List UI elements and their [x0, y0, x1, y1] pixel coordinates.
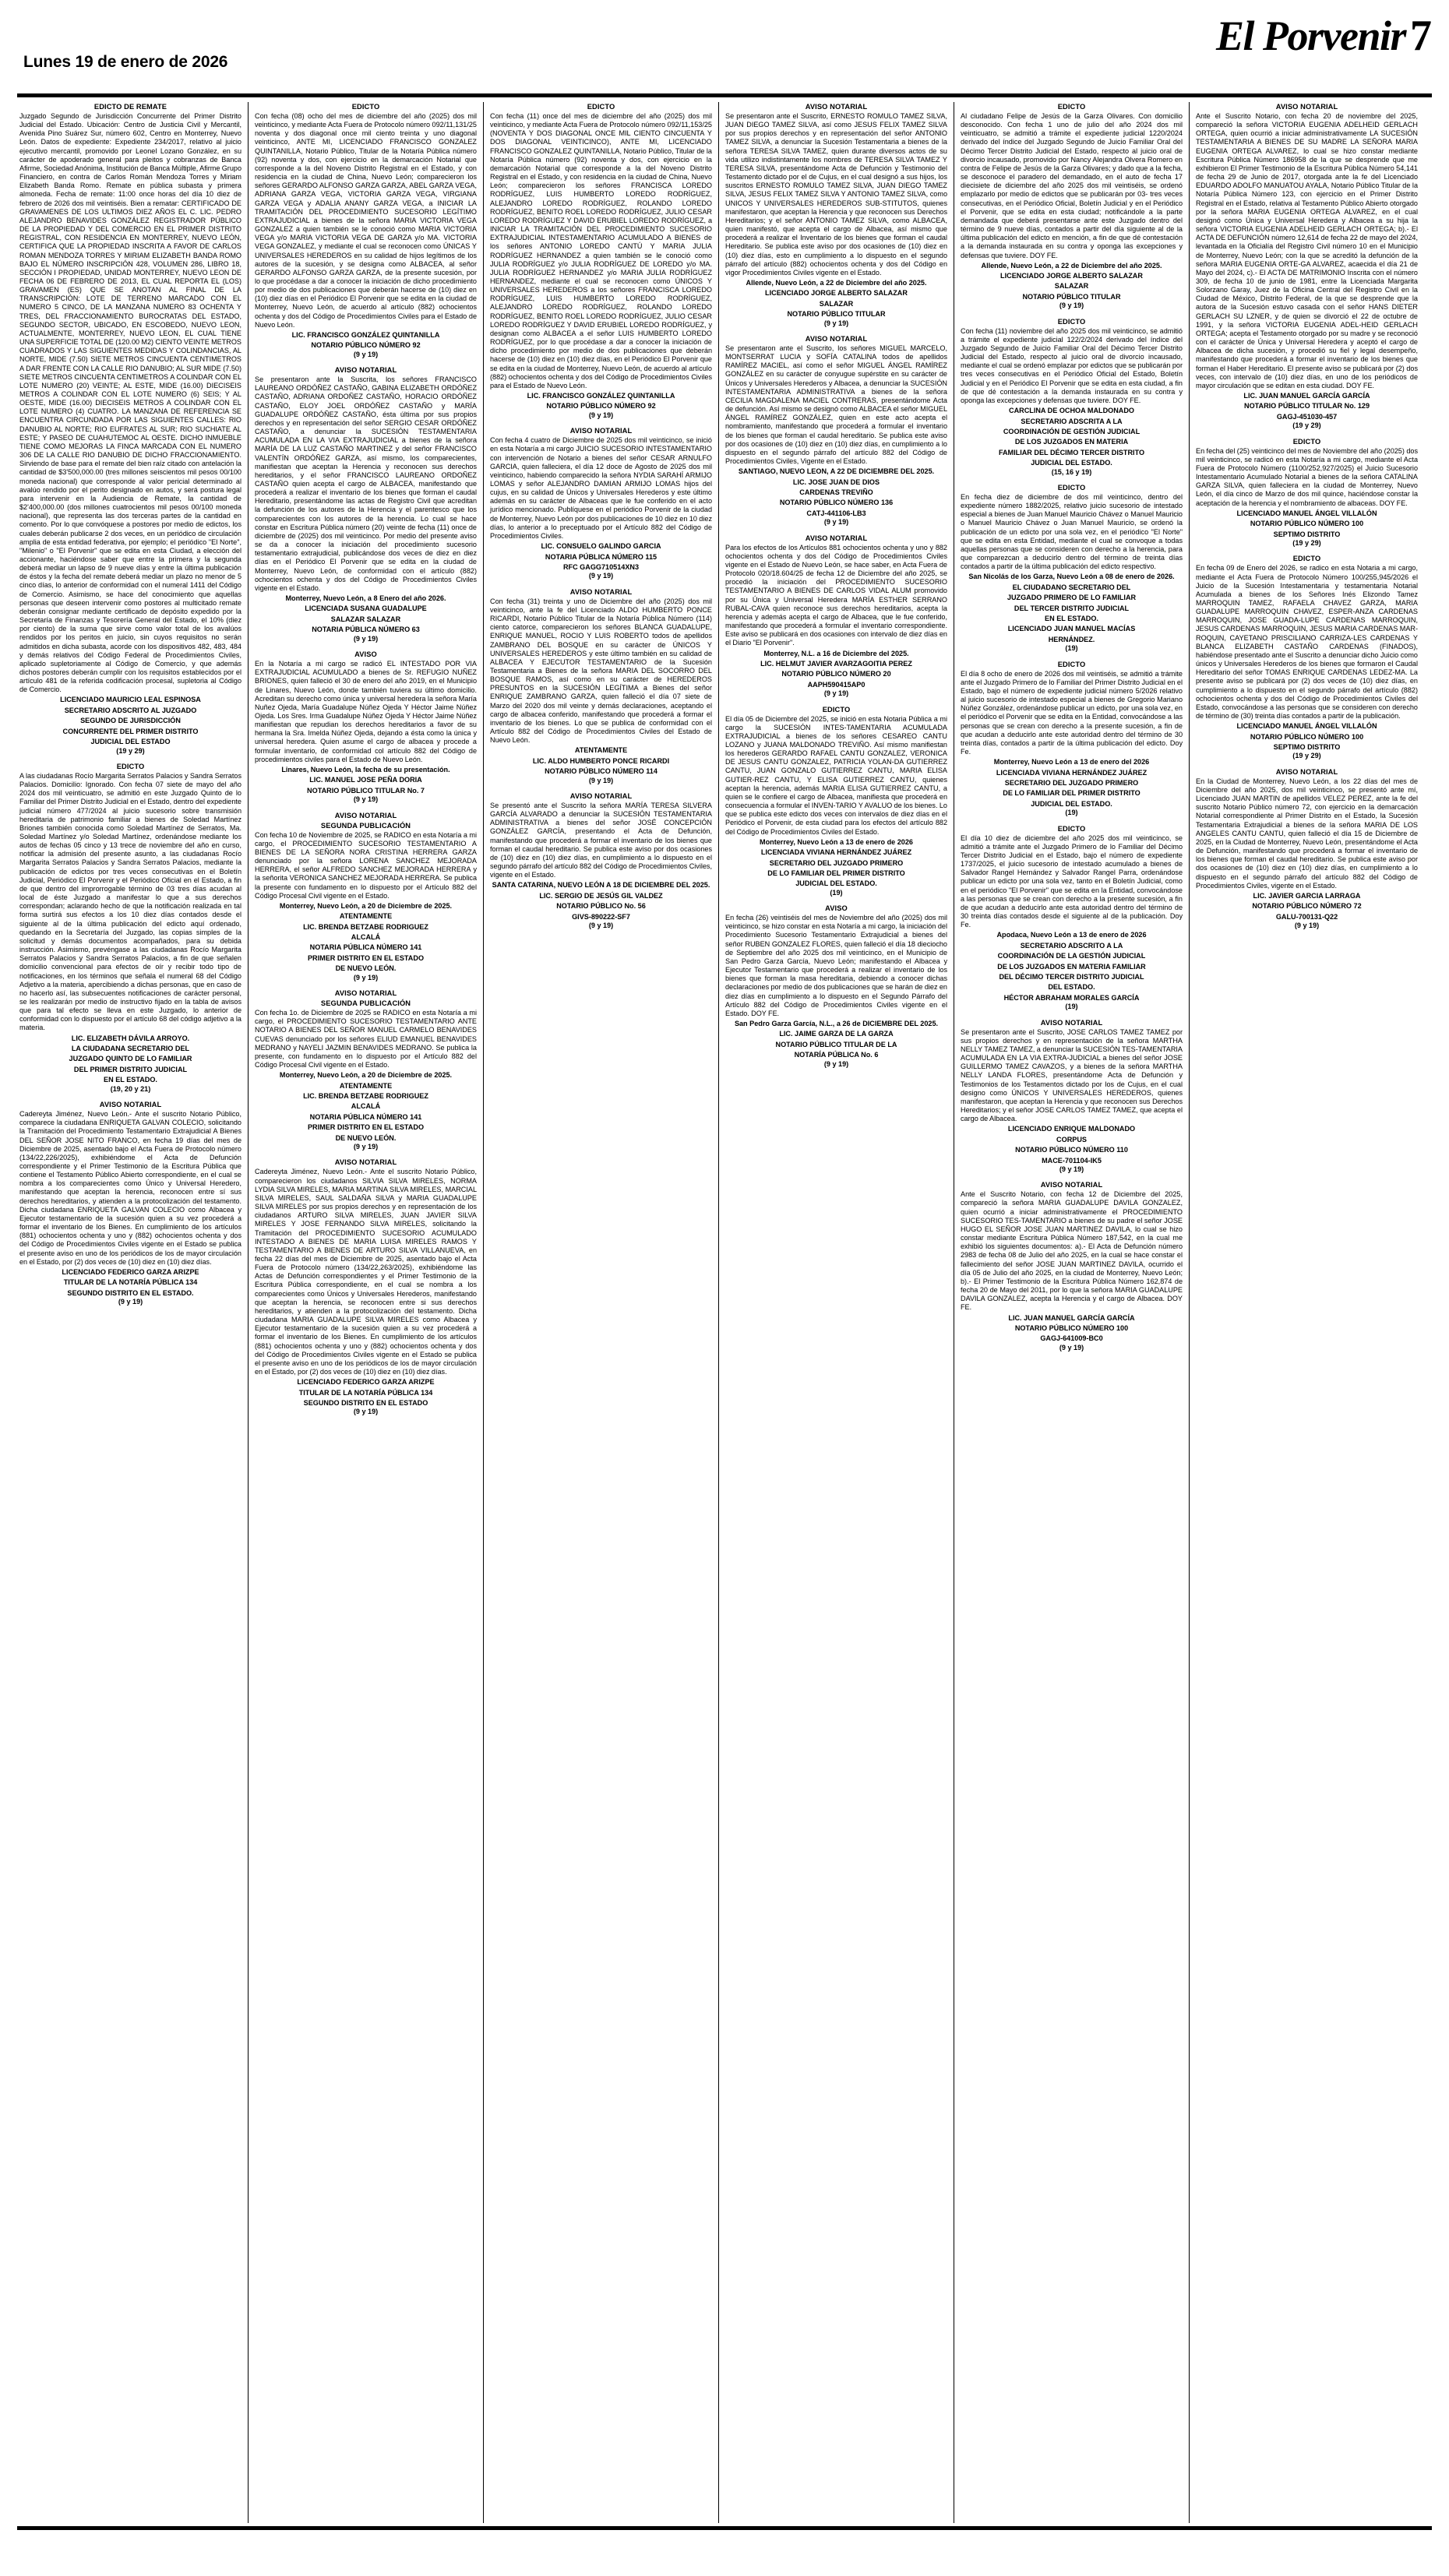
notice-heading: AVISO NOTARIAL	[569, 587, 633, 596]
notice-body: Se presentaron ante el Suscrito, los señores MIGUEL MARCELO, MONTSERRAT LUCIA y SOFÍA CATALINA todos de apellidos RAMÍREZ MACIEL, así como el señor MIGUEL ÁNGEL RAMÍREZ GONZÁLEZ en su carácter de conyugue supérstite en su carácter de Únicos y Universales Herederos y Albacea, a denunciar la SUCESIÓN INTESTAMENTARIA ADMINISTRATIVA a bienes de la señora CECILIA MAGDALENA MACIEL CONTRERAS, presentándome Acta de defunción. Así mismo se designó como ALBACEA el señor MIGUEL ÁNGEL RAMÍREZ GONZÁLEZ, quien en este acto acepta el nombramiento, manifestando que procederá a formular el inventario de los bienes que forman el caudal hereditario. Se publica este aviso por dos ocasiones de (10) diez en (10) diez días, en cumplimiento a lo dispuesto en el segundo párrafo del artículo 882 del Código de Procedimientos Civiles, Vigente en el Estado.	[725, 344, 947, 466]
notice-heading: EDICTO	[1292, 437, 1321, 446]
legal-notice	[490, 102, 712, 420]
notice-publication-dates: (9 y 19)	[1059, 301, 1084, 310]
legal-notice	[725, 705, 947, 898]
notice-signature-line: HERNÁNDEZ.	[1048, 635, 1095, 643]
notice-signature-line: LICENCIADO JORGE ALBERTO SALAZAR	[1000, 272, 1143, 280]
notice-column	[17, 102, 244, 2523]
notice-heading: EDICTO DE REMATE	[93, 103, 167, 111]
legal-notice	[725, 334, 947, 527]
notice-signature-line: SECRETARIO DEL JUZGADO PRIMERO	[1004, 778, 1139, 787]
notice-signature-line: LICENCIADO ENRIQUE MALDONADO	[1007, 1125, 1136, 1133]
notice-signature-line: LIC. ELIZABETH DÁVILA ARROYO.	[71, 1034, 190, 1042]
notice-heading: AVISO	[825, 904, 848, 913]
notice-signature-line: NOTARIO PÚBLICO NÚMERO 136	[779, 499, 894, 507]
notice-signature-line: NOTARIO PÚBLICO TITULAR No. 129	[1244, 402, 1370, 411]
notice-heading: EDICTO	[1057, 317, 1086, 326]
notice-heading: AVISO NOTARIAL	[805, 103, 868, 111]
legal-notice	[490, 791, 712, 930]
notice-signature-line: PRIMER DISTRITO EN EL ESTADO	[307, 953, 425, 962]
legal-notice	[19, 1100, 242, 1306]
column-divider	[479, 102, 488, 2523]
notice-heading: AVISO NOTARIAL	[334, 366, 397, 375]
notice-signature-line: LIC. FRANCISCO GONZÁLEZ QUINTANILLA	[527, 392, 675, 400]
notice-signature-line: LIC. HELMUT JAVIER AVARZAGOITIA PEREZ	[760, 659, 912, 668]
notice-signature-line: ALCALÁ	[351, 1102, 381, 1111]
notice-signature-line: SALAZAR SALAZAR	[330, 615, 401, 623]
notice-signature-line: GAGJ-641009-BC0	[1040, 1334, 1103, 1343]
newspaper-title: El Porvenir	[1215, 12, 1405, 59]
notice-heading: EDICTO	[587, 103, 615, 111]
notice-publication-dates: (9 y 19)	[353, 795, 379, 804]
notice-signature-line: LICENCIADO JUAN MANUEL MACÍAS	[1007, 625, 1136, 633]
legal-notice	[1196, 437, 1418, 548]
notice-signature-line: DEL ESTADO.	[1048, 983, 1095, 992]
notice-signature-line: EN EL ESTADO.	[104, 1076, 157, 1084]
notice-body: A las ciudadanas Rocío Margarita Serratos Palacios y Sandra Serratos Palacios. Domicilio: Ignorado. Con fecha 07 siete de mayo del año 2024 dos mil veinticuatro, se admitió en este Juzgado Quinto de lo Familiar del Primer Distrito Judicial en el Estado, dentro del expediente judicial número 477/2024 al juicio sucesorio sobre transmisión hereditaria de patrimonio familiar a bienes de Soledad Martínez Briones también conocida como Soledad Martínez de Serratos, Ma. Soledad Martínez y/o Soledad Martínez, ordenándose mediante los autos de fechas 05 cinco y 13 trece de noviembre del año en curso, notificar la admisión del presente asunto, a las ciudadanas Rocío Margarita Serratos Palacios y Sandra Serratos Palacios, mediante la publicación de edictos por tres veces consecutivas en el Boletín Judicial, Periódico El Porvenir y el Periódico Oficial en el Estado, a fin de que dentro del improrrogable término de 03 tres días acudan al local de éste Juzgado a manifestar lo que a sus derechos correspondan; aclarando hecho de que la notificación realizada en tal forma surtirá sus efectos a los 10 diez días contados desde el siguiente al de la última publicación del edicto aquí ordenado, quedando en la Secretaría del Juzgado, las copias simples de la solicitud y demás documentos acompañados, para su debida instrucción. Asimismo, prevéngase a las ciudadanas Rocío Margarita Serratos Palacios y Sandra Serratos Palacios, a fin de que señalen domicilio convencional para efectos de oír y recibir todo tipo de notificaciones, en los términos que señala el numeral 68 del Código Adjetivo a la materia, apercibiendo a dichas personas, que en caso de no hacerlo así, las subsecuentes notificaciones de carácter personal, se les realizarán por medio de instructivo fijado en la tabla de avisos que para tal efecto se lleva en este Juzgado, lo anterior de conformidad con lo dispuesto por el artículo 68 del código adjetivo a la materia.	[19, 771, 242, 1032]
notice-signature-line: NOTARIO PÚBLICO NÚMERO 92	[546, 402, 656, 411]
notice-publication-dates: (9 y 19)	[823, 518, 849, 527]
notice-signature-line: RFC GAGG710514XN3	[562, 562, 640, 571]
column-divider	[1185, 102, 1193, 2523]
notice-heading: AVISO NOTARIAL	[334, 989, 397, 998]
notice-body: Ante el Suscrito Notario, con fecha 20 de noviembre del 2025, compareció la señora VICTORIA EUGENIA ADELHEID GERLACH ORTEGA, quien ocurrió a iniciar administrativamente LA SUCESIÓN TESTAMENTARIA A BIENES DE SU MADRE LA SEÑORA MARIA EUGENIA ORTEGA ALVAREZ, lo cual se hizo constar mediante Escritura Pública Número 186958 de la que se desprende que me exhibieron El Primer Testimonio de la Escritura Pública Número 54,141 de fecha 29 de Junio de 2017, otorgada ante la fe del Licenciado EDUARDO ADOLFO MANUATOU AYALA, Notario Público Titular de la Notaría Pública Número 123, con ejercicio en el Primer Distrito Registral en el Estado, relativa al Testamento Público Abierto otorgado por la señora MARIA EUGENIA ORTEGA ALVAREZ, en el cual designó como Única y Universal Heredera y Albacea a su hija la señora VICTORIA EUGENIA ADELHEID GERLACH ORTEGA; b).- El ACTA DE DEFUNCIÓN número 12,614 de fecha 22 de mayo del 2024, levantada en la Oficialía del Registro Civil número 10 en el Municipio de Monterrey, Nuevo León; con la que se acreditó la defunción de la señora MARIA EUGENIA ORTE-GA ALVAREZ, acaecida el día 21 de Mayo del 2024, c).- El ACTA DE MATRIMONIO Inscrita con el número 309, de fecha 10 de junio de 1981, entre la Licenciada Margarita Solorzano Garay, Juez de la Oficina Central del Registro Civil en la Ciudad de México, Distrito Federal, de la que se desprende que la autora de la Sucesión estuvo casada con el señor HANS DIETER GERLACH SU LZNER, y de quien se divorció el 22 de octubre de 1991, y la señora VICTORIA EUGENIA ADEL-HEID GERLACH ORTEGA; acepta el Testamento otorgado por su madre y se reconoció con el carácter de Única y Universal Heredera y aceptó el cargo de Albacea de dicha sucesión, y procedió su fiel y legal desempeño, manifestando que procederá a formar el inventario de los bienes que forman el Haber Hereditario. El presente aviso se publicará por (2) dos veces, con intervalo de (10) diez días, en uno de los periódicos de mayor circulación que se editan en esta ciudad. DOY FE.	[1196, 112, 1418, 389]
notice-body: Con fecha (11) noviembre del año 2025 dos mil veinticinco, se admitió a trámite el expediente judicial 122/2/2024 derivado del índice del Juzgado Segundo de Juicio Familiar Oral del Décimo Tercer Distrito Judicial del Estado, respecto al juicio oral de divorcio incausado, mediante el cual se ordenó emplazar por edictos que se publicarán por tres veces consecutivas en el Periódico Oficial del Estado, Boletín Judicial y en el Periódico El Porvenir que se edita en esta ciudad, a fin de que dé contestación a la demanda instaurada en su contra y oponga las excepciones y defensas que tuviere. DOY FE.	[961, 326, 1183, 404]
notice-signature-line: GAGJ-451030-457	[1276, 412, 1338, 421]
notice-signature-line: DEL PRIMER DISTRITO JUDICIAL	[73, 1065, 188, 1073]
legal-notice	[255, 650, 477, 805]
notice-signature-line: EL CIUDADANO SECRETARIO DEL	[1012, 583, 1131, 591]
notice-signature-line: PRIMER DISTRITO EN EL ESTADO	[307, 1123, 425, 1132]
notice-signature-line: FAMILIAR DEL DÉCIMO TERCER DISTRITO	[998, 448, 1145, 456]
notice-heading: AVISO NOTARIAL	[1275, 767, 1338, 776]
notice-signature-line: LIC. BRENDA BETZABE RODRIGUEZ	[303, 1091, 428, 1100]
notice-signature-line: LICENCIADO FEDERICO GARZA ARIZPE	[62, 1267, 199, 1276]
notice-body: Ante el Suscrito Notario, con fecha 12 de Diciembre del 2025, compareció la señora MARIA GUADALUPE DAVILA GONZALEZ, quien ocurrió a iniciar administrativamente el PROCEDIMIENTO SUCESORIO TES-TAMENTARIO a bienes de su padre el señor JOSE HUGO EL SEÑOR JOSE JUAN MARTINEZ DAVILA, lo cual se hizo constar mediante Escritura Pública Número 187,542, en la cual me exhibió los siguientes documentos: a).- El Acta de Defunción número 2983 de fecha 08 de Julio del año 2025, en la cual se hace constar el fallecimiento del señor JOSE JUAN MARTINEZ DAVILA, ocurrido el día 05 de Julio del año 2025, en la ciudad de Monterrey, Nuevo León; b).- El Primer Testimonio de la Escritura Pública Número 162,874 de fecha 20 de Mayo del 2011, por lo que la señora MARIA GUADALUPE DAVILA GONZALEZ, acepta la Herencia y el cargo de Albacea. DOY FE.	[961, 1190, 1183, 1312]
notice-signature-line: NOTARIO PÚBLICO TITULAR	[1022, 292, 1121, 301]
legal-notice	[725, 904, 947, 1069]
notice-publication-dates: (9 y 19)	[588, 572, 614, 580]
notice-publication-dates: (9 y 19)	[823, 1059, 849, 1068]
notice-signature-line: NOTARIO PÚBLICO NÚMERO 20	[781, 670, 891, 678]
notice-body: El día 05 de Diciembre del 2025, se inició en esta Notaria Pública a mi cargo la SUCESIÓN INTES-TAMENTARIA ACUMULADA EXTRAJUDICIAL a bienes de los señores CESAREO CANTU LOZANO y JUANA MALDONADO TREVIÑO. Así mismo manifiestan los herederos GERARDO RAFAEL CANTU GONZALEZ, VERONICA DE JESUS CANTU GONZALEZ, PATRICIA YOLAN-DA GUTIERREZ CANTU, JUAN GONZALO GUTIERREZ CANTU, MARIA ELISA GUTIER-REZ CANTU, Y ELISA GUTIERREZ CANTU, quienes aceptan la herencia, además MARIA ELISA GUTIERREZ CANTU, a quien se le confiere el cargo de Albacea, manifiesta que procederá en consecuencia a formular el INVEN-TARIO Y AVALUO de los bienes. Lo que se publica este edicto dos veces con intervalos de diez días en el Periódico el Porvenir, de esta ciudad para los efectos del artículo 882 del Código de Procedimientos Civiles del Estado.	[725, 714, 947, 836]
notice-publication-dates: (19 y 29)	[1292, 421, 1321, 430]
notice-column	[488, 102, 714, 2523]
notice-publication-dates: (9 y 19)	[353, 350, 379, 358]
notice-signature-line: DE LO FAMILIAR DEL PRIMER DISTRITO	[767, 869, 905, 877]
notice-column	[723, 102, 950, 2523]
notice-signature-line: SANTA CATARINA, NUEVO LEÓN A 18 DE DICIEMBRE DEL 2025.	[492, 881, 710, 890]
notice-signature-line: LIC. JUAN MANUEL GARCÍA GARCÍA	[1243, 392, 1370, 400]
notice-signature-line: NOTARIO PÚBLICO No. 56	[556, 902, 646, 911]
footer-rule	[17, 2526, 1432, 2530]
notice-signature-line: CONCURRENTE DEL PRIMER DISTRITO	[62, 727, 199, 735]
legal-notice	[961, 660, 1183, 818]
legal-notice	[255, 1158, 477, 1416]
notice-signature-line: LA CIUDADANA SECRETARIO DEL	[71, 1045, 190, 1052]
notice-publication-dates: (9 y 19)	[1059, 1165, 1084, 1173]
legal-notice	[961, 102, 1183, 311]
notice-signature-line: MACE-701104-IK5	[1042, 1156, 1102, 1165]
notice-publication-dates: (19)	[1065, 644, 1078, 653]
notice-signature-line: San Nicolás de los Garza, Nuevo León a 08 de enero de 2026.	[968, 573, 1175, 581]
notice-signature-line: CATJ-441106-LB3	[806, 509, 866, 517]
notice-heading: AVISO NOTARIAL	[99, 1101, 162, 1109]
notice-signature-line: Allende, Nuevo León, a 22 de Diciembre del año 2025.	[981, 261, 1162, 270]
notice-signature-line: LIC. SERGIO DE JESÚS GIL VALDEZ	[539, 891, 663, 900]
notice-signature-line: LIC. MANUEL JOSE PEÑA DORIA	[309, 776, 422, 784]
notice-body: En fecha (26) veintiséis del mes de Noviembre del año (2025) dos mil veinticinco, se hizo constar en esta Notaría a mi cargo, la iniciación del Procedimiento Sucesorio Testamentario Extrajudicial a bienes del señor RUBEN GONZALEZ FLORES, quien falleció el día 18 dieciocho de Septiembre del año 2025 dos mil veinticinco, en el Municipio de San Pedro Garza García, Nuevo León; manifestando el Albacea y Ejecutor Testamentario que procederá a realizar el inventario de los bienes que forman la masa hereditaria, debiendo a conocer dichas declaraciones por medio de dos publicaciones que se harán de diez en diez días en cumplimiento a lo dispuesto en el Segundo Párrafo del Artículo 882 del Código de Procedimientos Civiles vigente en el Estado. DOY FE.	[725, 914, 947, 1017]
legal-notice	[1196, 554, 1418, 760]
notice-heading: AVISO NOTARIAL	[1275, 103, 1338, 111]
notice-publication-dates: (19 y 29)	[1292, 538, 1321, 547]
issue-date: Lunes 19 de enero de 2026	[23, 53, 228, 71]
notice-signature-line: SEGUNDO DISTRITO EN EL ESTADO	[303, 1398, 428, 1407]
column-divider	[950, 102, 958, 2523]
notice-body: Cadereyta Jiménez, Nuevo León.- Ante el suscrito Notario Público, comparece la ciudadana ENRIQUETA GALVAN COLECIO, solicitando la Tramitación del Procedimiento Testamentario Extrajudicial A Bienes DEL SEÑOR JOSE NITO FRANCO, en fecha 19 días del mes de Diciembre de 2025, asentado bajo el Acta Fuera de Protocolo número (134/22,226/2025), exhibiéndome el Acta de Defunción correspondiente y el Primer Testimonio de la Escritura Pública que contiene el Testamento Público Abierto correspondiente, en el cual se nombra a los comparecientes como Único y Universal Heredero, manifestando que aceptan la herencia, reconocen entre sí sus derechos hereditarios, y atienden a la protocolización del testamento. Dicha ciudadana ENRIQUETA GALVAN COLECIO como Albacea y Ejecutor testamentario de la sucesión quien a su vez procederá a formar el inventario de los Bienes. En cumplimiento de los artículos (881) ochocientos ochenta y uno y (882) ochocientos ochenta y dos del Código de Procedimientos Civiles vigente en el Estado se publica el presente aviso en uno de los periódicos de los de mayor circulación en el Estado, por (2) dos veces de (10) diez en (10) diez días.	[19, 1110, 242, 1266]
notice-signature-line: DEL TERCER DISTRITO JUDICIAL	[1014, 604, 1130, 612]
notice-publication-dates: (9 y 19)	[353, 1143, 379, 1151]
notice-signature-line: LICENCIADO JORGE ALBERTO SALAZAR	[765, 289, 908, 298]
notice-heading: EDICTO	[822, 705, 851, 714]
notice-publication-dates: (9 y 19)	[588, 922, 614, 930]
notice-signature-line: NOTARIO PÚBLICO NÚMERO 114	[545, 767, 658, 776]
legal-notice	[490, 587, 712, 785]
notice-body: Con fecha (08) ocho del mes de diciembre del año (2025) dos mil veinticinco, y mediante Acta Fuera de Protocolo número 092/11,131/25 noventa y dos diagonal once mil ciento treinta y uno diagonal veinticinco, ANTE MI, LICENCIADO FRANCISCO GONZALEZ QUINTANILLA, Notario Público, Titular de la Notaría Pública número (92) noventa y dos, con ejercicio en la demarcación Notarial que corresponde a la del Noveno Distrito Registral en el Estado, y con residencia en la ciudad de China, Nuevo León; comparecieron los señores GERARDO ALFONSO GARZA GARZA, ABEL GARZA VEGA, ADRIANA GARZA VEGA, VICTORIA GARZA VEGA, VIRGIANA GARZA VEGA y ADALIA ANANY GARZA VEGA, a INICIAR LA TRAMITACIÓN DEL PROCEDIMIENTO SUCESORIO LEGÍTIMO EXTRAJUDICIAL a bienes de la señora MARIA VICTORIA VEGA GONZALEZ a quien también se le conoció como MARIA VICTORIA VEGA y/o MARIA VICTORIA VEGA DE GARZA y/o MA. VICTORIA VEGA GONZALEZ, y mediante el cual se reconocen como ÚNICAS Y UNIVERSALES HEREDEROS en su calidad de hijos legítimos de los autores de la sucesión, y se designa como ALBACEA, al señor GERARDO ALFONSO GARZA GARZA, de la presente sucesión, por lo que procédase a dar a conocer la iniciación de dicho procedimiento por medio de dos publicaciones que deberán hacerse de (10) diez en (10) diez días en el Periódico El Porvenir que se edita en la ciudad de Monterrey, Nuevo León, de acuerdo al artículo (882) ochocientos ochenta y dos del Código de Procedimientos Civiles para el Estado de Nuevo León.	[255, 112, 477, 329]
notice-signature-line: COORDINACIÓN DE GESTIÓN JUDICIAL	[1003, 427, 1141, 435]
notice-body: Con fecha 4 cuatro de Diciembre de 2025 dos mil veinticinco, se inició en esta Notaría a mi cargo JUICIO SUCESORIO INTESTAMENTARIO con intervención de Notario a bienes del señor CESAR ARNULFO GARCIA, quien falleciera, el día 12 doce de Agosto de 2025 dos mil veinticinco, habiendo comparecido la señora NYDIA SARAHÍ ARMIJO LOMAS y señor ALEJANDRO DAMIAN ARMIJO LOMAS hijos del cujus, en su calidad de Únicos y Universales Herederos y este último además en su carácter de Albaceas que le fue conferido en el acto jurídico mencionado. Publíquese en el periódico Porvenir de la ciudad de Monterrey, Nuevo León por dos publicaciones de 10 diez en 10 diez días, lo anterior a lo preceptuado por el Artículo 882 del Código de Procedimientos Civiles.	[490, 436, 712, 540]
notice-signature-line: DE NUEVO LEÓN.	[335, 964, 397, 973]
notice-signature-line: Monterrey, Nuevo León, a 8 Enero del año 2026.	[285, 594, 446, 603]
notice-publication-dates: (19)	[1065, 809, 1078, 817]
notice-publication-dates: (19 y 29)	[1292, 752, 1321, 760]
notice-signature-line: COORDINACIÓN DE LA GESTIÓN JUDICIAL	[997, 952, 1146, 960]
notice-publication-dates: (9 y 19)	[823, 319, 849, 327]
legal-notice	[19, 762, 242, 1094]
notice-signature-line: JUZGADO PRIMERO DE LO FAMILIAR	[1007, 594, 1137, 602]
legal-notice	[725, 534, 947, 699]
notice-publication-dates: (19)	[1065, 1003, 1078, 1011]
notice-signature-line: CORPUS	[1056, 1135, 1087, 1144]
notice-signature-line: Monterrey, Nuevo León, a 20 de Diciembre de 2025.	[279, 1071, 453, 1080]
page-number: 7	[1410, 12, 1432, 60]
notice-body: Con fecha 1o. de Diciembre de 2025 se RADICO en esta Notaría a mi cargo, el PROCEDIMIENTO SUCESORIO TESTAMENTARIO ANTE NOTARIO A BIENES DEL SEÑOR MANUEL CARMELO BENAVIDES CUEVAS denunciado por los señores ELIUD EMANUEL BENAVIDES MEDRANO y NAYELI JAZMIN BENAVIDES MEDRANO. Se publica la presente, con fundamento en lo dispuesto por el Artículo 882 del Código Procesal Civil vigente en el Estado.	[255, 1009, 477, 1069]
notice-signature-line: LICENCIADA SUSANA GUADALUPE	[305, 604, 427, 613]
notice-heading: AVISO NOTARIAL	[569, 792, 633, 800]
notice-signature-line: LIC. CONSUELO GALINDO GARCIA	[541, 542, 661, 551]
column-divider	[714, 102, 723, 2523]
notice-heading: AVISO NOTARIAL	[805, 534, 868, 542]
notice-signature-line: NOTARIO PÚBLICO NÚMERO 72	[1252, 902, 1362, 911]
notice-signature-line: JUDICIAL DEL ESTADO.	[795, 879, 877, 888]
notice-signature-line: JUDICIAL DEL ESTADO.	[1031, 799, 1112, 808]
notice-signature-line: Monterrey, Nuevo León a 13 de enero de 2026	[760, 837, 913, 846]
notice-signature-line: DE NUEVO LEÓN.	[335, 1133, 397, 1142]
notice-body: Se presentaron ante la Suscrita, los señores FRANCISCO LAUREANO ORDÓÑEZ CASTAÑO, GABINA ELIZABETH ORDÓÑEZ CASTAÑO, ADRIANA ORDOÑEZ CASTAÑO, HORACIO ORDÓÑEZ CASTAÑO, ELOY JOEL ORDÓÑEZ CASTAÑO y MARÍA GUADALUPE ORDÓÑEZ CASTAÑO, ésta última por sus propios derechos y en representación del señor SERGIO CESAR ORDÓÑEZ CASTAÑO, a denunciar la SUCESIÓN TESTAMENTARIA ACUMULADA EN LA VIA EXTRAJUDICIAL a bienes de la señora MARÍA DE LA LUZ CASTAÑO MARTINEZ y del señor FRANCISCO VALENTÍN ORDÓÑEZ GARZA, así mismo, los comparecientes, manifiestan que aceptan la Herencia y reconocen sus derechos hereditarios, y el señor FRANCISCO LAUREANO ORDOÑEZ CASTAÑO quien acepta el cargo de ALBACEA, manifestando que procederá a realizar el inventario de los bienes que forman el caudal Hereditario, presentándome las actas de Registro Civil que acreditan la defunción de los autores de la Herencia y el parentesco que los comparecientes con los autores de la herencia. Lo cual se hace constar en Escritura Pública número (20) veinte de fecha (11) once de diciembre de (2025) dos mil veinticinco. Por medio del presente aviso se da a conocer la iniciación del procedimiento sucesorio testamentario extrajudicial, publicándose dos veces de diez en diez días en el Periódico El Porvenir que se edita en la ciudad de Monterrey, Nuevo León, de conformidad con el artículo (882) ochocientos ochenta y dos del Código de Procedimientos Civiles vigente en el Estado.	[255, 375, 477, 592]
legal-notice	[255, 102, 477, 359]
notice-heading: AVISO NOTARIAL	[1040, 1018, 1103, 1027]
legal-notice	[961, 483, 1183, 654]
notice-signature-line: NOTARIA PÚBLICA NÚMERO 63	[312, 625, 420, 634]
notice-publication-dates: (9 y 19)	[588, 411, 614, 419]
notice-body: Juzgado Segundo de Jurisdicción Concurrente del Primer Distrito Judicial del Estado. Ubicación: Centro de Justicia Civil y Mercantil, Avenida Pino Suárez Sur, número 602, Centro en Monterrey, Nuevo León. Datos de expediente: Expediente 234/2017, relativo al juicio ejecutivo mercantil, promovido por Leonel Lozano González, en su carácter de apoderado general para pleitos y cobranzas de Banca Afirme, Sociedad Anónima, Institución de Banca Múltiple, Afirme Grupo Financiero, en contra de Carlos Román Mendoza Torres y Miriam Elizabeth Banda Romo. Remate en pública subasta y primera almoneda. Fecha de remate: 11:00 once horas del día 10 diez de febrero de 2026 dos mil veintiséis. Bien a rematar: CERTIFICADO DE GRAVAMENES DE LOS ULTIMOS DIEZ AÑOS EL C. LIC. PEDRO ALEJANDRO BENAVIDES GONZÁLEZ REGISTRADOR PÚBLICO DE LA PROPIEDAD Y DEL COMERCIO EN EL PRIMER DISTRITO REGISTRAL, CON RESIDENCIA EN MONTERREY, NUEVO LEÓN, CERTIFICA QUE LA PROPIEDAD INSCRITA A FAVOR DE CARLOS ROMAN MENDOZA TORRES Y MIRIAM ELIZABETH BANDA ROMO BAJO EL NÚMERO INSCRIPCIÓN 428, VOLUMEN 286, LIBRO 18, SECCIÓN I PROPIEDAD, UNIDAD MONTERREY, NUEVO LEON DE FECHA 06 DE FEBRERO DE 2013, EL CUAL REPORTA EL (LOS) GRAVAMEN (ES) QUE SE ANOTAN AL FINAL DE LA TRANSCRIPCIÓN: LOTE DE TERRENO MARCADO CON EL NUMERO 5 CINCO, DE LA MANZANA NUMERO 83 OCHENTA Y TRES, DEL FRACCIONAMIENTO BUROCRATAS DEL ESTADO, SEGUNDO SECTOR, UBICADO, EN ESCOBEDO, NUEVO LEON, ACTUALMENTE, MONTERREY, NUEVO LEON, EL CUAL TIENE UNA SUPERFICIE TOTAL DE (120.00 M2) CIENTO VEINTE METROS CUADRADOS Y LAS SIGUIENTES MEDIDAS Y COLINDANCIAS, AL NORTE, MIDE (7.50) SIETE METROS CINCUENTA CENTIMETROS A DAR FRENTE CON LA CALLE RIO DANUBIO; AL SUR MIDE (7.50) SIETE METROS CINCUENTA CENTIMETROS A COLINDAR CON EL LOTE NUMERO (20) VEINTE; AL ESTE, MIDE (16.00) DIECISEIS METROS A COLINDAR CON EL LOTE NUMERO (6) SEIS; Y AL OESTE, MIDE (16.00) DIECISEIS METROS A COLINDAR CON EL LOTE NUMERO (4) CUATRO. LA MANZANA DE REFERENCIA SE ENCUENTRA CIRCUNDADA POR LAS SIGUIENTES CALLES: RIO DANUBIO AL NORTE; RIO EUFRATES AL SUR; RIO SUCHIATE AL ESTE; Y PASEO DE CUAHUTEMOC AL OESTE. DICHO INMUEBLE TIENE COMO MEJORAS LA FINCA MARCADA CON EL NUMERO 306 DE LA CALLE RIO DANUBIO DE DICHO FRACCIONAMIENTO. Sirviendo de base para el remate del bien raíz citado con antelación la cantidad de $3'500,000.00 (tres millones seiscientos mil pesos 00/100 moneda nacional) que corresponde al valor pericial determinado al avalúo rendido por el perito designado en autos, y será postura legal para intervenir en la Audiencia de Remate, la cantidad de $2'400,000.00 (dos millones cuatrocientos mil pesos 00/100 moneda nacional), que representa las dos terceras partes de la cantidad en comento. Por lo que convóquese a postores por medio de edictos, los cuales deberán publicarse 2 dos veces, en un periódico de circulación amplia de esta entidad federativa, por ejemplo; el periódico "El Norte", "Milenio" o "El Porvenir" que se edita en esta Ciudad, a elección del accionante, haciéndose saber que entre la primera y la segunda deberá mediar un lapso de 9 nueve días y entre la última publicación de éstos y la fecha del remate deberá mediar un plazo no menor de 5 cinco días, lo anterior de conformidad con el numeral 1411 del Código de Comercio. Asimismo, se hace del conocimiento que aquellas personas que deseen intervenir como postores al multicitado remate deberán consignar mediante certificado de depósito expedido por la Secretaría de Finanzas y Tesorería General del Estado, el 10% (diez por ciento) de la suma que sirve como valor total de los avalúos rendidos por los peritos en juicio, sin cuyos requisitos no serán admitidos en dicha subasta, acorde con los dispositivos 482, 483, 484 y demás relativos del Código Federal de Procedimientos Civiles, aplicado supletoriamente al Código de Comercio, y que además dichos postores deberán cumplir con los requisitos establecidos por el artículo 481 de la referida codificación procesal, supletoria al Código de Comercio.	[19, 112, 242, 694]
notice-signature-line: ATENTAMENTE	[339, 1081, 393, 1090]
notice-signature-line: SECRETARIO DEL JUZGADO PRIMERO	[769, 858, 904, 867]
notice-signature-line: LICENCIADO FEDERICO GARZA ARIZPE	[297, 1378, 435, 1387]
column-divider	[244, 102, 252, 2523]
legal-notice	[1196, 767, 1418, 931]
notice-signature-line: SECRETARIO ADSCRITA A LA	[1021, 417, 1123, 425]
notice-publication-dates: (19, 20 y 21)	[110, 1084, 151, 1093]
notice-publication-dates: (9 y 19)	[353, 634, 379, 643]
notice-signature-line: LICENCIADO MAURICIO LEAL ESPINOSA	[60, 696, 201, 704]
notice-heading: AVISO NOTARIAL	[334, 811, 397, 819]
notice-body: En la Notaría a mi cargo se radicó EL INTESTADO POR VIA EXTRAJUDICIAL ACUMULADO a bienes de Sr. REFUGIO NUÑEZ BRIONES, quien falleció el 30 de enero del año 2019, en el Municipio de Linares, Nuevo León, donde también tuviera su último domicilio. Acreditan su derecho como única y universal heredera la señora María Nuñez Ojeda, María Guadalupe Núñez Ojeda Y Héctor Jaime Núñez Ojeda. Los Sres. Irma Guadalupe Núñez Ojeda Y Héctor Jaime Núñez manifiestan que repudian los derechos hereditarios a favor de su hermana la Sra. Imelda Núñez Ojeda, dejando a ésta como la única y universal heredera. Quien asume el cargo de albacea y procede a formular inventario, de conformidad col artículo 882 del Código de procedimientos civiles para el Estado de Nuevo León.	[255, 660, 477, 763]
notice-body: Se presentaron ante el Suscrito, ERNESTO ROMULO TAMEZ SILVA, JUAN DIEGO TAMEZ SILVA, así como JESUS FELIX TAMEZ SILVA por sus propios derechos y en representación del señor ANTONIO TAMEZ SILVA, a denunciar la Sucesión Testamentaria a bienes de la señora TERESA SILVA TAMEZ, quien durante diversos actos de su vida utilizo indistintamente los nombres de TERESA SILVA TAMEZ Y TERESA SILVA, presentándome Acta de Defunción y Testimonio del Testamento dictado por el de Cujus, en el cual designó a sus hijos, los suscritos ERNESTO ROMULO TAMEZ SILVA, JUAN DIEGO TAMEZ SILVA, JESUS FELIX TAMEZ SILVA Y ANTONIO TAMEZ SILVA, como UNICOS Y UNIVERSALES HEREDEROS SUB-STITUTOS, quienes manifestaron, que aceptan la Herencia y que reconocen sus Derechos Hereditarios; y el señor ANTONIO TAMEZ SILVA, como ALBACEA, quien manifestó, que acepta el cargo de Albacea, así mismo que procederá a realizar el Inventario de los bienes que forman el caudal Hereditario. Se publica este aviso por dos ocasiones de (10) diez en (10) diez días, esto en cumplimiento a lo dispuesto en el segundo párrafo del artículo (882) ochocientos ochenta y dos del Código en vigor Procedimientos Civiles vigente en el Estado.	[725, 112, 947, 277]
notice-signature-line: JUDICIAL DEL ESTADO	[90, 738, 171, 746]
notice-signature-line: SANTIAGO, NUEVO LEON, A 22 DE DICIEMBRE DEL 2025.	[738, 467, 935, 476]
notice-body: En fecha del (25) veinticinco del mes de Noviembre del año (2025) dos mil veinticinco, se radicó en esta Notaría a mi cargo, mediante el Acta Fuera de Protocolo Número (1100/252,927/2025) el Juicio Sucesorio Intestamentario Acumulado Notarial a bienes de la señora CATALINA GARZA SILVA, quien falleciera en la ciudad de Monterrey, Nuevo León, el día cinco de Marzo de dos mil quince, haciéndose constar la aceptación de la herencia y el nombramiento de albaceas. DOY FE.	[1196, 446, 1418, 507]
notice-signature-line: LIC. FRANCISCO GONZÁLEZ QUINTANILLA	[291, 330, 440, 339]
notice-signature-line: SEPTIMO DISTRITO	[1273, 742, 1341, 751]
notice-heading: EDICTO	[1057, 103, 1086, 111]
notice-signature-line: LICENCIADO MANUEL ÁNGEL VILLALÓN	[1236, 509, 1377, 517]
notice-signature-line: GIVS-890222-SF7	[572, 912, 630, 921]
notice-heading: EDICTO	[1057, 483, 1086, 492]
notice-body: Se presentaron ante el Suscrito, JOSE CARLOS TAMEZ TAMEZ por sus propios derechos y en representación de la señora MARTHA NELLY TAMEZ TAMEZ, a denunciar la SUCESIÓN TES-TAMENTARIA ACUMULADA EN LA VIA EXTRA-JUDICIAL a bienes del señor JOSE GUILLERMO TAMEZ CAVAZOS, y a bienes de la señora MARTHA NELLY LANDA FLORES, presentándome Acta de Defunción y Testimonios de los Testamentos dictado por los de Cujus, en el cual designo como ÚNICOS Y UNIVERSALES HEREDEROS, quienes manifestaron, que aceptan la Herencia y que reconocen sus Derechos Hereditarios; y el señor JOSE CARLOS TAMEZ TAMEZ, que acepta el cargo de Albacea.	[961, 1027, 1183, 1123]
notice-subheading: SEGUNDA PUBLICACIÓN	[320, 821, 411, 830]
notice-heading: EDICTO	[1292, 555, 1321, 563]
notice-signature-line: ATENTAMENTE	[574, 746, 628, 755]
notice-column	[958, 102, 1185, 2523]
notice-heading: AVISO NOTARIAL	[334, 1158, 397, 1167]
notice-heading: EDICTO	[116, 762, 145, 770]
notice-heading: EDICTO	[1057, 824, 1086, 833]
notice-signature-line: LIC. ALDO HUMBERTO PONCE RICARDI	[532, 756, 670, 765]
notice-column	[1193, 102, 1420, 2523]
notice-signature-line: CARCLINA DE OCHOA MALDONADO	[1009, 407, 1134, 415]
notice-signature-line: San Pedro Garza García, N.L., a 26 de DICIEMBRE DEL 2025.	[734, 1020, 939, 1028]
notice-signature-line: SEPTIMO DISTRITO	[1273, 530, 1341, 538]
header-rule	[17, 93, 1432, 97]
notice-body: En fecha 09 de Enero del 2026, se radico en esta Notaria a mi cargo, mediante el Acta Fuera de Protocolo Número 100/255,945/2026 el Juicio de la Sucesión Intestamentaria y testamentaria Notarial Acumulada a bienes de los Señores Inés Elizondo Tamez MARROQUIN TAMEZ, RAFAELA CHAVEZ GARZA, MARIA GUADALUPE MARROQUIN CHAVEZ, ESPER-ANZA CARDENAS MARROQUIN, JOSE GUADA-LUPE CARDENAS MARROQUIN, JESUS CARDENAS MARROQUIN, JESUS MARIA CARDENAS MAR-ROQUIN, CAYETANO PRISCILIANO CARRIZA-LES CARDENAS Y BLANCA ELIZABETH CASTAÑO CARDENAS (FINADOS), habiéndose presentado ante el Suscrito a denunciar dicho Juicio como únicos y Universales Herederos de los bienes que formaron el Caudal Hereditario del señor TOMAS ENRIQUE CARDENAS LEDEZ-MA. La presente aviso se publicará por (2) dos veces de (10) diez días, en cumplimiento a lo dispuesto en el segundo párrafo del artículo (882) ochocientos ochenta y dos del Código de Procedimientos Civiles del Estado, convocándose a las personas que se consideren con derecho de término de (30) treinta días contados a partir de la publicación.	[1196, 564, 1418, 720]
notice-signature-line: NOTARIO PÚBLICO NÚMERO 110	[1015, 1146, 1128, 1154]
notice-signature-line: DE LO FAMILIAR DEL PRIMER DISTRITO	[1003, 789, 1141, 798]
notice-signature-line: LIC. JUAN MANUEL GARCÍA GARCÍA	[1008, 1313, 1135, 1322]
notice-heading: EDICTO	[1057, 660, 1086, 668]
notice-publication-dates: (9 y 19)	[588, 776, 614, 784]
legal-notice	[961, 317, 1183, 477]
notice-signature-line: LICENCIADA VIVIANA HERNÁNDEZ JUÁREZ	[760, 848, 912, 857]
notice-signature-line: NOTARIO PÚBLICO NÚMERO 100	[1014, 1323, 1129, 1332]
newspaper-logo	[1216, 14, 1432, 58]
legal-notice	[725, 102, 947, 328]
notice-signature-line: NOTARIO PÚBLICO NÚMERO 100	[1250, 732, 1364, 741]
notice-signature-line: JUZGADO QUINTO DE LO FAMILIAR	[69, 1055, 192, 1063]
notice-signature-line: NOTARIO PÚBLICO TITULAR	[787, 310, 886, 319]
notice-body: El día 8 ocho de enero de 2026 dos mil veintiséis, se admitió a trámite ante el Juzgado Primero de lo Familiar del Primer Distrito Judicial en el Estado, bajo el número de expediente judicial número 5/2026 relativo al juicio sucesorio de intestado especial a bienes de Gregorio Mariano Núñez González, ordenándose publicar un edicto, por una sola vez, en el periódico el Porvenir que se edita en la Entidad, convocándose a las personas que se crean con derecho a la presente sucesión, a fin de que acudan a deducirlo ante este autoridad dentro del término de 30 treinta días, contados a partir de la última publicación del edicto. Doy Fe.	[961, 669, 1183, 756]
notice-signature-line: EN EL ESTADO.	[1045, 614, 1098, 622]
legal-notice	[961, 824, 1183, 1012]
notice-signature-line: DEL DÉCIMO TERCER DISTRITO JUDICIAL	[999, 972, 1144, 981]
notice-signature-line: LIC. BRENDA BETZABE RODRIGUEZ	[303, 922, 428, 931]
notice-signature-line: LIC. JOSE JUAN DE DIOS	[792, 477, 880, 486]
masthead	[0, 0, 1449, 92]
legal-notice	[255, 365, 477, 643]
notice-column	[252, 102, 479, 2523]
notice-signature-line: ATENTAMENTE	[339, 912, 393, 921]
notice-signature-line: HÉCTOR ABRAHAM MORALES GARCÍA	[1003, 993, 1140, 1002]
notice-body: Para los efectos de los Artículos 881 ochocientos ochenta y uno y 882 ochocientos ochenta y dos del Código de Procedimientos Civiles vigente en el Estado de Nuevo León, se hace saber, en Acta Fuera de Protocolo 020/18.604/25 de fecha 12 de Diciembre del año 2025, se procedió la iniciación del PROCEDIMIENTO SUCESORIO TESTAMENTARIO A BIENES DE CARLOS VIDAL ALUM promovido por su Única y Universal Heredera MARÍA ESTHER SERRANO RUBAL-CAVA quien reconoce sus derechos hereditarios, acepta la herencia y además acepta el cargo de Albacea, que le fue conferido, manifestando que procederá a formular el inventario correspondiente. Este aviso se publicará en dos ocasiones con intervalo de diez días en el Diario "El Porvenir".	[725, 543, 947, 647]
notice-publication-dates: (9 y 19)	[1059, 1343, 1084, 1351]
legal-notice	[961, 1180, 1183, 1352]
notice-body: En la Ciudad de Monterrey, Nuevo León, a los 22 días del mes de Diciembre del año 2025, dos mil veinticinco, se presentó ante mí, Licenciado JUAN MARTIN de apellidos VELEZ PEREZ, ante la fe del suscrito Notario Público número 72, con ejercicio en la demarcación Notarial correspondiente al Primer Distrito en el Estado, la Sucesión Testamentaria Extrajudicial a bienes de la señora MARIA DE LOS ANGELES CANTU CANTU, quien falleció el día 15 de Diciembre de 2025, en la Ciudad de Monterrey, Nuevo León, presentándome el Acta de Defunción, manifestando que procederá a formar el inventario de los bienes que forman el caudal hereditario. Se publica este aviso por dos ocasiones de (10) diez en (10) diez días, en cumplimiento a lo dispuesto en el segundo párrafo del artículo 882 del Código de Procedimientos Civiles, vigente en el Estado.	[1196, 777, 1418, 890]
legal-notice	[490, 426, 712, 581]
notice-signature-line: SEGUNDO DISTRITO EN EL ESTADO.	[67, 1288, 194, 1297]
notice-signature-line: TITULAR DE LA NOTARÍA PÚBLICA 134	[63, 1278, 198, 1287]
notice-signature-line: NOTARIA PÚBLICA NÚMERO 141	[309, 943, 422, 952]
notice-heading: AVISO NOTARIAL	[569, 427, 633, 435]
notice-signature-line: SALAZAR	[819, 299, 854, 308]
legal-notice	[961, 1018, 1183, 1175]
notice-body: Se presentó ante el Suscrito la señora MARÍA TERESA SILVERA GARCÍA ALVARADO a denunciar la SUCESIÓN TESTAMENTARIA ADMINISTRATIVA a bienes del señor JOSÉ CONCEPCIÓN GONZÁLEZ GARCÍA, presentando el Acta de Defunción, manifestando que procederá a formar el inventario de los bienes que forman el caudal hereditario. Se publica este aviso por dos ocasiones de (10) diez en (10) diez días, en cumplimiento a lo dispuesto en el segundo párrafo del artículo 882 del Código de Procedimientos Civiles, vigente en el Estado.	[490, 802, 712, 879]
notice-publication-dates: (9 y 19)	[353, 1408, 379, 1416]
legal-notice	[255, 811, 477, 983]
notice-signature-line: SECRETARIO ADSCRITO AL JUZGADO	[64, 706, 197, 714]
notice-signature-line: SECRETARIO ADSCRITO A LA	[1020, 941, 1123, 950]
notice-publication-dates: (9 y 19)	[823, 689, 849, 698]
notice-heading: EDICTO	[351, 103, 380, 111]
notice-subheading: SEGUNDA PUBLICACIÓN	[320, 999, 411, 1008]
notice-publication-dates: (19)	[830, 888, 843, 897]
notice-signature-line: Monterrey, Nuevo León, a 20 de Diciembre de 2025.	[279, 901, 453, 910]
legal-notice	[255, 988, 477, 1151]
notice-heading: AVISO NOTARIAL	[805, 335, 868, 343]
notice-signature-line: AAPH590415AP0	[807, 680, 866, 689]
notice-heading: AVISO	[354, 650, 377, 659]
notice-publication-dates: (15, 16 y 19)	[1051, 467, 1092, 476]
notice-signature-line: ALCALÁ	[351, 933, 381, 942]
notice-body: El día 10 diez de diciembre del año 2025 dos mil veinticinco, se admitió a trámite ante el Juzgado Primero de lo Familiar del Décimo Tercer Distrito Judicial en el Estado, bajo el número de expediente 1737/2025, el juicio sucesorio de intestado acumulado a bienes de Salvador Rangel Hernández y Salvador Rangel Parra, ordenándose publicar un edicto por una sola vez, tanto en el Boletín Judicial, como en el periódico "El Porvenir" que se edita en la Entidad, convocándose a las personas que se crean con derecho a la presente sucesión, a fin de que acudan a deducirlo ante esta autoridad dentro del término de 30 treinta días contados desde el siguiente al de la publicación. Doy Fe.	[961, 833, 1183, 929]
notice-signature-line: Monterrey, Nuevo León a 13 de enero del 2026	[993, 758, 1150, 766]
notice-signature-line: Apodaca, Nuevo León a 13 de enero de 2026	[996, 931, 1147, 939]
legal-notice	[1196, 102, 1418, 431]
notice-signature-line: DE LOS JUZGADOS EN MATERIA FAMILIAR	[997, 962, 1146, 971]
notice-signature-line: TITULAR DE LA NOTARÍA PÚBLICA 134	[298, 1388, 433, 1397]
notice-signature-line: GALU-700131-Q22	[1275, 912, 1338, 921]
notice-publication-dates: (9 y 19)	[353, 973, 379, 981]
notice-body: Al ciudadano Felipe de Jesús de la Garza Olivares. Con domicilio desconocido. Con fecha 1 uno de julio del año 2024 dos mil veinticuatro, se admitió a trámite el expediente judicial 1220/2024 derivado del índice del Juzgado Segundo de Juicio Familiar Oral del Décimo Tercer Distrito Judicial del Estado, respecto al juicio oral de divorcio incausado, promovido por Nancy Alejandra Olvera Romero en contra de Felipe de Jesús de la Garza Olivares; y dado que a la fecha, se desconoce el paradero del demandado, en el auto de fecha 17 diecisiete de diciembre del año 2025 dos mil veintiséis, se ordenó emplazarlo por medio de edictos que se publicarán por 03- tres veces consecutivas, en el Periódico Oficial, Boletín Judicial y en el Periódico el Porvenir, que se edita en esta ciudad; notificándole a la parte demandada que deberá presentarse ante este Juzgado dentro del término de 9 nueve días, contados a partir del día siguiente al de la última publicación del edicto en mención, a fin de que dé contestación a la demanda instaurada en su contra y oponga las excepciones y defensas que tuviere. DOY FE.	[961, 112, 1183, 259]
notice-publication-dates: (19 y 29)	[116, 746, 145, 755]
notice-signature-line: LIC. JAVIER GARCIA LARRAGA	[1253, 891, 1361, 900]
notice-signature-line: SALAZAR	[1054, 282, 1089, 291]
notice-body: Con fecha (11) once del mes de diciembre del año (2025) dos mil veinticinco, y mediante Acta Fuera de Protocolo número 092/11,153/25 (NOVENTA Y DOS DIAGONAL ONCE MIL CIENTO CINCUENTA Y DOS DIAGONAL VEINTICINCO), ANTE MI, LICENCIADO FRANCISCO GONZALEZ QUINTANILLA, Notario Público, Titular de la Notaría Pública número (92) noventa y dos, con ejercicio en la demarcación Notarial que corresponde a la del Noveno Distrito Registral en el Estado, y con residencia en la ciudad de China, Nuevo León; comparecieron los señores FRANCISCA LOREDO RODRÍGUEZ, LUIS HUMBERTO LOREDO RODRÍGUEZ, ALEJANDRO LOREDO RODRÍGUEZ, ROLANDO LOREDO RODRÍGUEZ, BENITO ROEL LOREDO RODRÍGUEZ, JULIO CESAR LOREDO RODRÍGUEZ Y DAVID ERUBIEL LOREDO RODRÍGUEZ, a INICIAR LA TRAMITACIÓN DEL PROCEDIMIENTO SUCESORIO EXTRAJUDICIAL INTESTAMENTARIO ACUMULADO A BIENES de los señores ANTONIO LOREDO CANTÚ Y MARIA JULIA RODRÍGUEZ HERNANDEZ a quien también se le conoció como JULIA RODRÍGUEZ y/o JULIA RODRÍGUEZ DE LOREDO y/o MA. JULIA RODRÍGUEZ HERNANDEZ y/o MARIA JULIA RODRÍGUEZ HERNANDEZ, mediante el cual se reconocen como ÚNICOS Y UNIVERSALES HEREDEROS a los señores FRANCISCA LOREDO RODRÍGUEZ, LUIS HUMBERTO LOREDO RODRÍGUEZ, ALEJANDRO LOREDO RODRÍGUEZ, ROLANDO LOREDO RODRÍGUEZ, BENITO ROEL LOREDO RODRÍGUEZ, JULIO CESAR LOREDO RODRÍGUEZ Y DAVID ERUBIEL LOREDO RODRÍGUEZ, y designan como ALBACEA a el señor LUIS HUMBERTO LOREDO RODRÍGUEZ, por lo que procédase a dar a conocer la iniciación de dicho procedimiento por medio de dos publicaciones que deberán hacerse de (10) diez en (10) diez días, en el Periódico El Porvenir que se edita en la ciudad de Monterrey, Nuevo León, de acuerdo al artículo (882) ochocientos ochenta y dos del Código de Procedimientos Civiles para el Estado de Nuevo León.	[490, 112, 712, 389]
notice-publication-dates: (9 y 19)	[118, 1298, 143, 1306]
notice-signature-line: JUDICIAL DEL ESTADO.	[1031, 459, 1112, 467]
notice-body: Cadereyta Jiménez, Nuevo León.- Ante el suscrito Notario Público, comparecieron los ciudadanos SILVIA SILVA MIRELES, NORMA LYDIA SILVA MIRELES, MARIA MARTINA SILVA MIRELES, MARCIAL SILVA MIRELES, SAUL SALDAÑA SILVA y MARIA GUADALUPE SILVA MIRELES por sus propios derechos y en representación de los ciudadanos ARTURO SILVA MIRELES, JUAN JAVIER SILVA MIRELES Y JOSE FERNANDO SILVA MIRELES, solicitando la Tramitación del PROCEDIMIENTO SUCESORIO ACUMULADO INTESTADO A BIENES DE MARIA LUISA MIRELES RAMOS Y TESTAMENTARIO A BIENES DE ARTURO SILVA VILLANUEVA, en fecha 22 días del mes de Diciembre de 2025, asentado bajo el Acta Fuera de Protocolo número (134/22,263/2025), exhibiéndome las Actas de Defunción correspondientes y el Primer Testimonio de la Escritura Pública correspondiente, en el cual se nombra a los comparecientes como Únicos y Universales Herederos, manifestando que aceptan la herencia, se reconocen entre si sus derechos hereditarios, y atienden a la protocolización del testamento. Dicha ciudadana MARIA GUADALUPE SILVA MIRELES como Albacea y Ejecutor testamentario de la sucesión quien a su vez procederá a formar el inventario de los Bienes. En cumplimiento de los artículos (881) ochocientos ochenta y uno y (882) ochocientos ochenta y dos del Código de Procedimientos Civiles vigente en el Estado se publica el presente aviso en uno de los periódicos de los de mayor circulación en el Estado, por (2) dos veces de (10) diez en (10) diez días.	[255, 1168, 477, 1376]
notice-publication-dates: (9 y 19)	[1294, 922, 1320, 930]
notice-signature-line: NOTARIA PÚBLICA NÚMERO 141	[309, 1112, 422, 1121]
notice-signature-line: LICENCIADO MANUEL ÁNGEL VILLALÓN	[1236, 722, 1377, 731]
notice-signature-line: NOTARIO PÚBLICO TITULAR DE LA	[775, 1040, 897, 1048]
notice-signature-line: Allende, Nuevo León, a 22 de Diciembre del año 2025.	[746, 278, 927, 287]
notice-body: Con fecha 10 de Noviembre de 2025, se RADICO en esta Notaría a mi cargo, el PROCEDIMIENTO SUCESORIO TESTAMENTARIO A BIENES DE LA SEÑORA NORA CRISTINA HERRERA GARZA denunciado por la señora LORENA SANCHEZ MEJORADA HERRERA, el señor ALFREDO SANCHEZ MEJORADA HERRERA y la señorita VERONICA SANCHEZ MEJORADA HERRERA. Se publica la presente con fundamento en lo dispuesto por el Artículo 882 del Código Procesal Civil vigente en el Estado.	[255, 830, 477, 900]
notices-grid	[17, 102, 1432, 2523]
notice-signature-line: DE LOS JUZGADOS EN MATERIA	[1014, 438, 1129, 446]
notice-body: Con fecha (31) treinta y uno de Diciembre del año (2025) dos mil veinticinco, ante la fe del Licenciado ALDO HUMBERTO PONCE RICARDI, Notario Público Titular de la Notaría Pública Número (114) ciento catorce, comparecieron los señores BLANCA GUADALUPE, ENRIQUE MANUEL, ROCIO Y LUIS ROBERTO todos de apellidos ZAMBRANO DEL BOSQUE en su carácter de ÚNICOS Y UNIVERSALES HEREDEROS y este último también en su calidad de ALBACEA Y EJECUTOR TESTAMENTARIO de la Sucesión Testamentaria a Bienes de la señora MARIA DEL SOCORRO DEL BOSQUE RAMOS, así como en su carácter de HEREDEROS PRESUNTOS en la SUCESIÓN LEGÍTIMA a Bienes del señor ENRIQUE ZAMBRANO GARZA, quien falleció el día 07 siete de Marzo del 2020 dos mil veinte y demás declaraciones, aceptando el cargo de albacea conferido, manifestando que procederá a formar el inventario de los bienes. Lo que se publica de conformidad con el Artículo 882 del Código de Procedimientos Civiles del Estado de Nuevo León.	[490, 597, 712, 745]
legal-notice	[19, 102, 242, 756]
notice-signature-line: NOTARIA PÚBLICA NÚMERO 115	[545, 552, 658, 561]
notice-heading: AVISO NOTARIAL	[1040, 1181, 1103, 1189]
notice-body: En fecha diez de diciembre de dos mil veinticinco, dentro del expediente número 1882/2025, relativo juicio sucesorio de intestado especial a bienes de Juan Manuel Mauricio Chávez o Manuel Mauricio o Manuel Mauricio Chávez o Juan Manuel Mauricio, se ordenó la publicación de un edicto por una sola vez, en el periódico "El Norte" que se edita en esta Entidad, mediante el cual se convoque a todas aquellas personas que se consideren con derecho a la herencia, para que comparezcan a deducirlo dentro del término de treinta días contados a partir de la última publicación del edicto respectivo.	[961, 492, 1183, 571]
notice-signature-line: NOTARIO PÚBLICO TITULAR No. 7	[307, 786, 425, 795]
notice-signature-line: CARDENAS TREVIÑO	[799, 488, 873, 496]
notice-signature-line: NOTARÍA PÚBLICA No. 6	[794, 1051, 879, 1059]
notice-signature-line: NOTARIO PÚBLICO NÚMERO 100	[1250, 520, 1364, 528]
notice-signature-line: Monterrey, N.L. a 16 de Diciembre del 2025.	[763, 649, 909, 657]
notice-signature-line: LIC. JAIME GARZA DE LA GARZA	[779, 1030, 894, 1038]
notice-signature-line: SEGUNDO DE JURISDICCIÓN	[80, 717, 181, 725]
notice-signature-line: LICENCIADA VIVIANA HERNÁNDEZ JUÁREZ	[996, 768, 1148, 777]
notice-signature-line: Linares, Nuevo León, la fecha de su presentación.	[281, 765, 450, 774]
notice-signature-line: NOTARIO PÚBLICO NÚMERO 92	[311, 341, 421, 350]
